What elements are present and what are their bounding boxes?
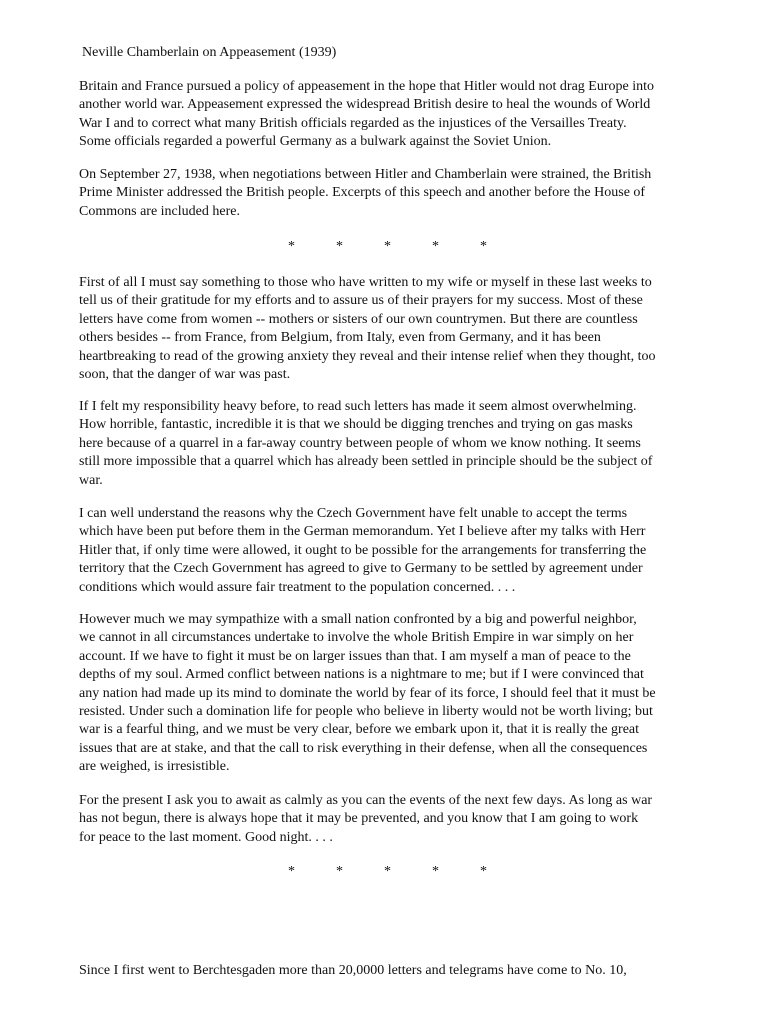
text-line: letters have come from women -- mothers or sisters of our own countrymen. But there are countless xyxy=(79,311,638,327)
paragraph-speech-responsibility xyxy=(79,398,699,490)
text-line: Hitler that, if only time were allowed, it ought to be possible for the arrangements for transferring the xyxy=(79,542,647,558)
text-line: War I and to correct what many British officials regarded as the injustices of the Versailles Treaty. xyxy=(79,115,627,131)
separator-star: * xyxy=(336,864,343,879)
text-line: account. If we have to fight it must be on larger issues than that. I am myself a man of peace to the xyxy=(79,648,631,664)
text-line: How horrible, fantastic, incredible it is that we should be digging trenches and trying on gas masks xyxy=(79,417,633,433)
paragraph-speech-letters xyxy=(79,274,699,384)
text-line: any nation had made up its mind to dominate the world by fear of its force, I should feel that it must be xyxy=(79,685,656,701)
text-line: we cannot in all circumstances undertake to involve the whole British Empire in war simply on her xyxy=(79,630,634,646)
separator-star: * xyxy=(288,864,295,879)
paragraph-speech-czech xyxy=(79,505,699,597)
text-line: for peace to the last moment. Good night. . . . xyxy=(79,829,333,845)
text-line: soon, that the danger of war was past. xyxy=(79,367,291,383)
separator-star: * xyxy=(336,239,343,254)
section-separator xyxy=(270,238,510,256)
final-text-line: Since I first went to Berchtesgaden more than 20,0000 letters and telegrams have come to No. 10, xyxy=(79,963,627,978)
text-line: Britain and France pursued a policy of appeasement in the hope that Hitler would not drag Europe into xyxy=(79,79,655,94)
section-separator xyxy=(270,863,510,881)
paragraph-speech-goodnight xyxy=(79,792,699,847)
text-line: still more impossible that a quarrel which has already been settled in principle should be the subject of xyxy=(79,454,653,470)
text-line: If I felt my responsibility heavy before, to read such letters has made it seem almost overwhelming. xyxy=(79,399,637,414)
text-line: heartbreaking to read of the growing anxiety they reveal and their intense relief when they thought, too xyxy=(79,348,656,364)
separator-star: * xyxy=(432,864,439,879)
text-line: Commons are included here. xyxy=(79,203,240,219)
separator-star: * xyxy=(384,864,391,879)
separator-star: * xyxy=(384,239,391,254)
text-line: tell us of their gratitude for my efforts and to assure us of their prayers for my success. Most of these xyxy=(79,293,643,309)
text-line: another world war. Appeasement expressed the widespread British desire to heal the wounds of World xyxy=(79,97,651,113)
text-line: has not begun, there is always hope that it may be prevented, and you know that I am going to work xyxy=(79,811,639,827)
text-line: For the present I ask you to await as calmly as you can the events of the next few days. As long as war xyxy=(79,793,653,808)
text-line: depths of my soul. Armed conflict between nations is a nightmare to me; but if I were convinced that xyxy=(79,667,644,683)
separator-star: * xyxy=(480,864,487,879)
text-line: Some officials regarded a powerful Germany as a bulwark against the Soviet Union. xyxy=(79,134,552,150)
text-line: which have been put before them in the German memorandum. Yet I believe after my talks with Herr xyxy=(79,524,646,540)
text-line: war. xyxy=(79,472,103,488)
paragraph-intro xyxy=(79,78,699,152)
text-line: issues that are at stake, and that the call to risk everything in their defense, when all the consequences xyxy=(79,740,648,756)
text-line: I can well understand the reasons why the Czech Government have felt unable to accept the terms xyxy=(79,506,628,521)
text-line: territory that the Czech Government has agreed to give to Germany to be settled by agreement under xyxy=(79,561,643,577)
text-line: others besides -- from France, from Belgium, from Italy, even from Germany, and it has been xyxy=(79,330,601,346)
paragraph-context xyxy=(79,166,699,221)
text-line: resisted. Under such a domination life for people who believe in liberty would not be worth living; but xyxy=(79,704,653,720)
text-line: On September 27, 1938, when negotiations between Hitler and Chamberlain were strained, the British xyxy=(79,167,652,182)
document-title: Neville Chamberlain on Appeasement (1939) xyxy=(82,45,337,60)
paragraph-speech-peace xyxy=(79,611,699,777)
text-line: However much we may sympathize with a small nation confronted by a big and powerful neighbor, xyxy=(79,612,637,627)
separator-star: * xyxy=(432,239,439,254)
text-line: war is a fearful thing, and we must be very clear, before we embark upon it, that it is really the great xyxy=(79,722,640,738)
text-line: First of all I must say something to those who have written to my wife or myself in these last weeks to xyxy=(79,275,652,290)
text-line: are weighed, is irresistible. xyxy=(79,759,230,775)
separator-star: * xyxy=(288,239,295,254)
separator-star: * xyxy=(480,239,487,254)
text-line: Prime Minister addressed the British people. Excerpts of this speech and another before the House of xyxy=(79,185,646,201)
text-line: conditions which would assure fair treatment to the population concerned. . . . xyxy=(79,579,516,595)
text-line: here because of a quarrel in a far-away country between people of whom we know nothing. It seems xyxy=(79,435,641,451)
